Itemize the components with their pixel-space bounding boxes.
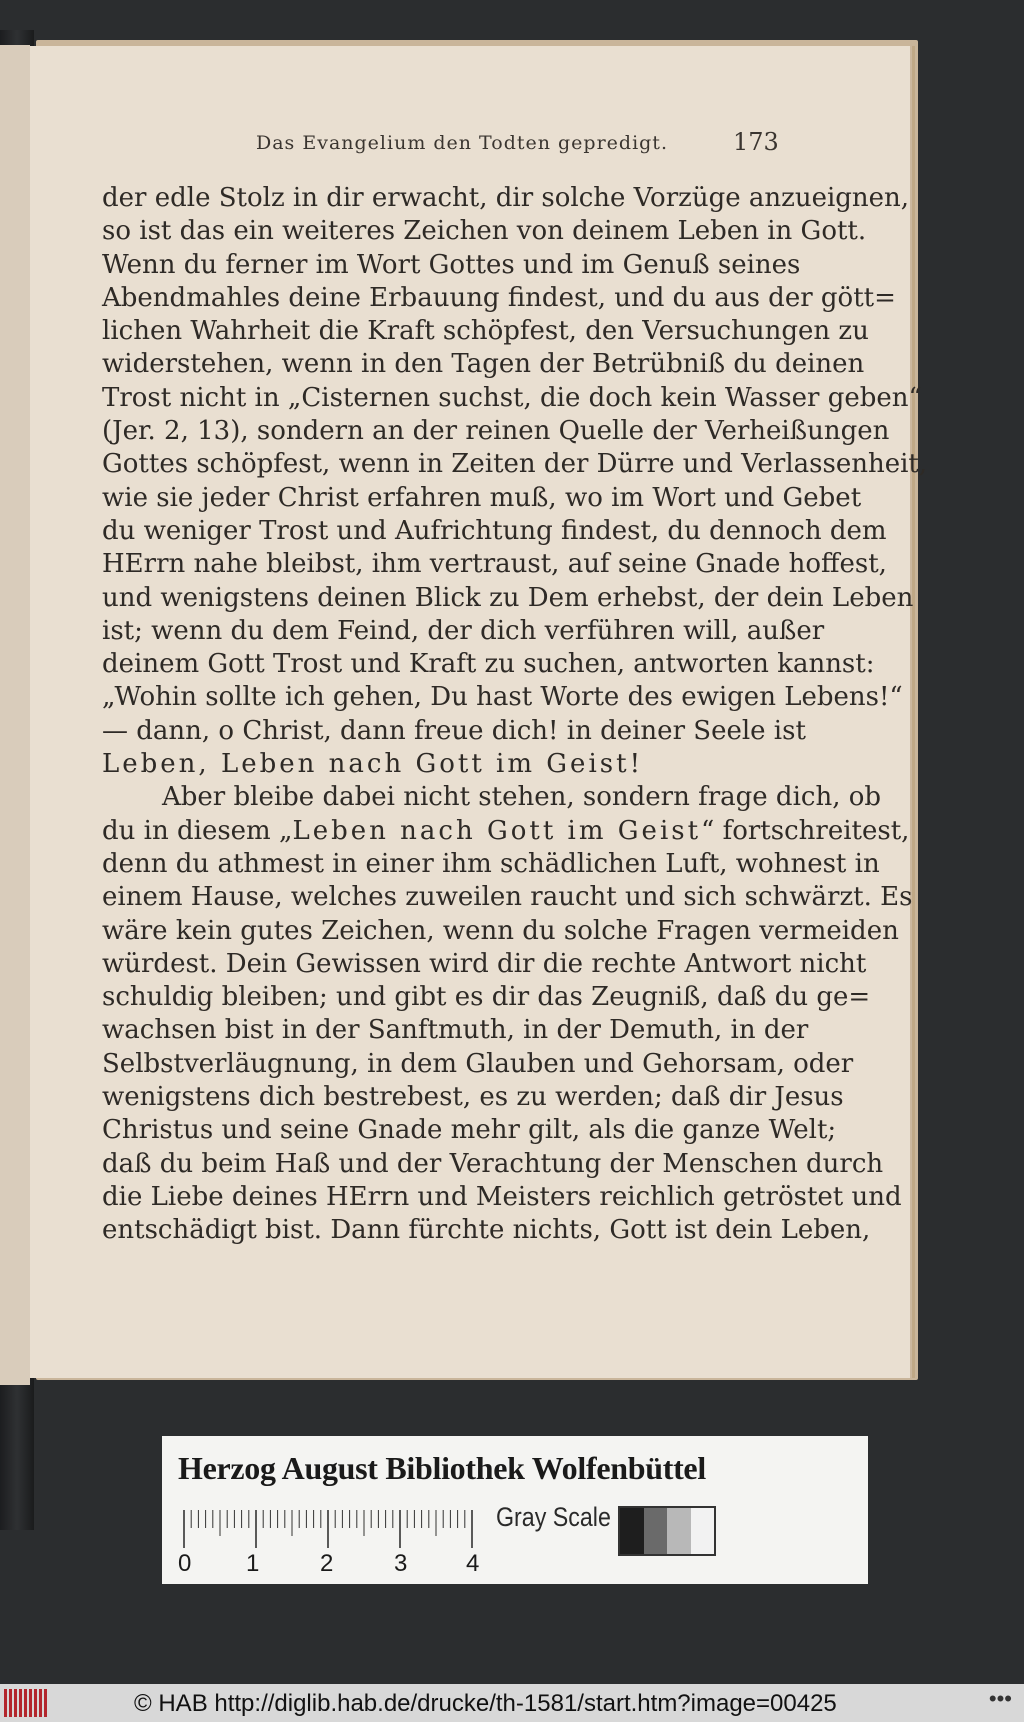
- text-line: Trost nicht in „Cisternen suchst, die doch kein Wasser geben“: [102, 382, 922, 413]
- library-name: Herzog August Bibliothek Wolfenbüttel: [178, 1450, 706, 1486]
- text-line: einem Hause, welches zuweilen raucht und sich schwärzt. Es: [102, 882, 913, 913]
- footer-credit[interactable]: © HAB http://diglib.hab.de/drucke/th-1581/start.htm?image=00425: [134, 1690, 837, 1717]
- text-line: denn du athmest in einer ihm schädlichen Luft, wohnest in: [102, 848, 880, 879]
- more-menu-icon[interactable]: •••: [988, 1686, 1012, 1711]
- text-line: schuldig bleiben; und gibt es dir das Zeugniß, daß du ge=: [102, 982, 871, 1013]
- facing-page-edge: [0, 45, 30, 1385]
- text-line: würdest. Dein Gewissen wird dir die rechte Antwort nicht: [102, 948, 867, 979]
- text-line: widerstehen, wenn in den Tagen der Betrübniß du deinen: [102, 349, 865, 380]
- text-line: — dann, o Christ, dann freue dich! in deiner Seele ist: [102, 715, 806, 746]
- text-line: Gottes schöpfest, wenn in Zeiten der Dürre und Verlassenheit,: [102, 449, 928, 480]
- text-line: Christus und seine Gnade mehr gilt, als die ganze Welt;: [102, 1115, 837, 1146]
- text-line: wachsen bist in der Sanftmuth, in der Demuth, in der: [102, 1015, 809, 1046]
- text-line: HErrn nahe bleibst, ihm vertraust, auf seine Gnade hoffest,: [102, 549, 887, 580]
- ruler-number: 0: [178, 1550, 192, 1577]
- text-line: und wenigstens deinen Blick zu Dem erhebst, der dein Leben: [102, 582, 914, 613]
- text-line: du weniger Trost und Aufrichtung findest, du dennoch dem: [102, 515, 887, 546]
- text-line: du in diesem „Leben nach Gott im Geist“ fortschreitest,: [102, 815, 910, 846]
- book-page: [30, 46, 928, 1378]
- running-head: [30, 128, 910, 158]
- ruler-number: 2: [320, 1550, 334, 1577]
- text-line: Aber bleibe dabei nicht stehen, sondern frage dich, ob: [162, 782, 882, 813]
- page-number: 173: [733, 128, 779, 156]
- running-title: Das Evangelium den Todten gepredigt.: [256, 132, 668, 154]
- ruler-number: 1: [246, 1550, 260, 1577]
- text-line: „Wohin sollte ich gehen, Du hast Worte des ewigen Lebens!“: [102, 682, 903, 713]
- text-line: lichen Wahrheit die Kraft schöpfest, den Versuchungen zu: [102, 316, 869, 347]
- gray-swatch: [620, 1508, 644, 1554]
- text-line: wie sie jeder Christ erfahren muß, wo im Wort und Gebet: [102, 482, 862, 513]
- text-line: Abendmahles deine Erbauung findest, und du aus der gött=: [102, 282, 896, 313]
- text-line: (Jer. 2, 13), sondern an der reinen Quelle der Verheißungen: [102, 416, 890, 447]
- viewer-footer: [0, 1684, 1024, 1722]
- text-line: Leben, Leben nach Gott im Geist!: [102, 749, 641, 780]
- ruler-ticks: [178, 1506, 478, 1552]
- gray-swatch: [667, 1508, 691, 1554]
- gray-scale-label: Gray Scale: [496, 1502, 611, 1532]
- text-line: der edle Stolz in dir erwacht, dir solche Vorzüge anzueignen,: [102, 183, 910, 213]
- body-text: [102, 182, 928, 1248]
- text-line: wenigstens dich bestrebest, es zu werden; daß dir Jesus: [102, 1082, 844, 1113]
- text-line: wäre kein gutes Zeichen, wenn du solche Fragen vermeiden: [102, 915, 899, 946]
- ruler-number: 3: [394, 1550, 408, 1577]
- text-line: daß du beim Haß und der Verachtung der Menschen durch: [102, 1148, 884, 1179]
- text-line: so ist das ein weiteres Zeichen von deinem Leben in Gott.: [102, 216, 867, 247]
- text-line: die Liebe deines HErrn und Meisters reichlich getröstet und: [102, 1181, 902, 1212]
- text-line: ist; wenn du dem Feind, der dich verführen will, außer: [102, 615, 825, 646]
- gray-scale-swatches: [618, 1506, 716, 1556]
- text-line: deinem Gott Trost und Kraft zu suchen, antworten kannst:: [102, 649, 875, 680]
- ruler-number: 4: [466, 1550, 480, 1577]
- text-line: Wenn du ferner im Wort Gottes und im Genuß seines: [102, 249, 801, 280]
- measurement-ruler: [178, 1506, 480, 1577]
- hab-logo-icon: [4, 1689, 48, 1717]
- emphasized-phrase: Leben nach Gott im Geist: [292, 815, 702, 846]
- text-line: entschädigt bist. Dann fürchte nichts, Gott ist dein Leben,: [102, 1215, 871, 1246]
- emphasized-phrase: Leben, Leben nach Gott im Geist: [102, 749, 630, 780]
- library-color-target: [162, 1436, 868, 1584]
- text-line: Selbstverläugnung, in dem Glauben und Gehorsam, oder: [102, 1048, 854, 1079]
- gray-swatch: [691, 1508, 715, 1554]
- gray-swatch: [644, 1508, 668, 1554]
